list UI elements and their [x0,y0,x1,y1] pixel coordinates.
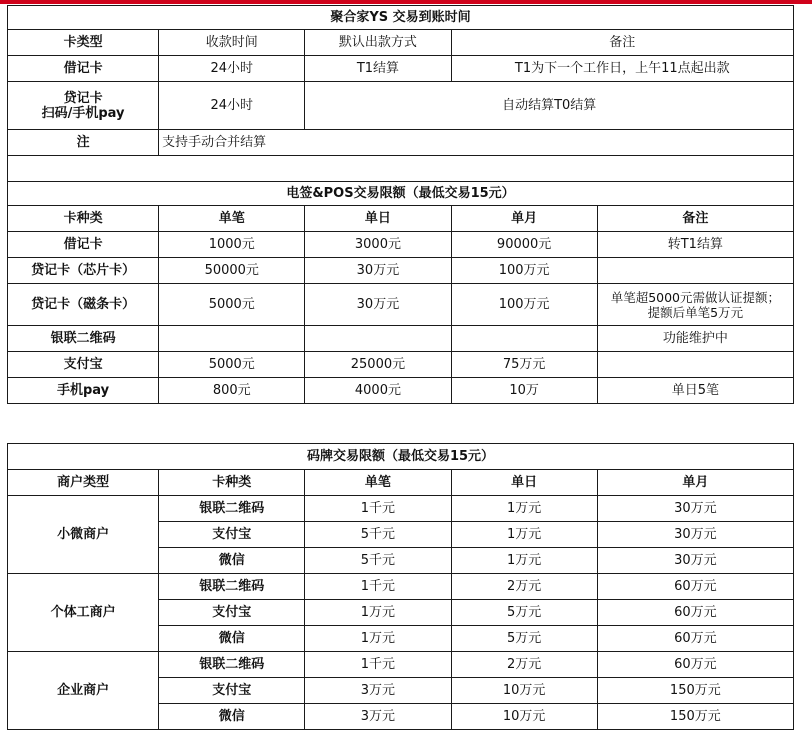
qr-single: 1万元 [305,600,451,626]
limit-monthly: 90000元 [451,232,597,258]
header-note: 备注 [451,30,793,56]
limit-card: 银联二维码 [8,326,159,352]
limit-note: 转T1结算 [597,232,793,258]
limit-daily: 30万元 [305,258,451,284]
remark-row [8,130,794,156]
limit-monthly: 10万 [451,378,597,404]
limit-daily: 3000元 [305,232,451,258]
limit-daily [305,326,451,352]
qr-card: 支付宝 [159,678,305,704]
limit-note: 功能维护中 [597,326,793,352]
limit-daily: 4000元 [305,378,451,404]
table-row [8,284,794,326]
qr-daily: 2万元 [451,574,597,600]
limits-header-row [8,206,794,232]
limit-single [159,326,305,352]
limit-card: 借记卡 [8,232,159,258]
table-row [8,496,794,522]
qr-single: 1千元 [305,652,451,678]
qr-daily: 5万元 [451,600,597,626]
qr-monthly: 60万元 [597,652,793,678]
merchant-type: 个体工商户 [8,574,159,652]
qr-card: 支付宝 [159,600,305,626]
qr-header-row [8,470,794,496]
table-row [8,574,794,600]
qr-monthly: 60万元 [597,626,793,652]
limits-header-note: 备注 [597,206,793,232]
limit-single: 5000元 [159,284,305,326]
limit-note: 单日5笔 [597,378,793,404]
table-row [8,56,794,82]
limits-header-daily: 单日 [305,206,451,232]
settlement-header-row [8,30,794,56]
debit-time: 24小时 [159,56,305,82]
qr-monthly: 30万元 [597,496,793,522]
qr-card: 银联二维码 [159,496,305,522]
qr-monthly: 60万元 [597,574,793,600]
header-card-type: 卡类型 [8,30,159,56]
merchant-type: 企业商户 [8,652,159,730]
limit-single: 800元 [159,378,305,404]
qr-monthly: 150万元 [597,678,793,704]
qr-monthly: 150万元 [597,704,793,730]
qr-header-single: 单笔 [305,470,451,496]
header-payout-method: 默认出款方式 [305,30,451,56]
table-row [8,652,794,678]
table-row [8,232,794,258]
limit-single: 1000元 [159,232,305,258]
remark-label: 注 [8,130,159,156]
header-receive-time: 收款时间 [159,30,305,56]
qr-header-card: 卡种类 [159,470,305,496]
limits-header-card: 卡种类 [8,206,159,232]
qr-limits-title: 码牌交易限额（最低交易15元） [8,444,794,470]
limit-card: 手机pay [8,378,159,404]
credit-note: 自动结算T0结算 [305,82,794,130]
qr-header-monthly: 单月 [597,470,793,496]
qr-daily: 2万元 [451,652,597,678]
merchant-type: 小微商户 [8,496,159,574]
limits-header-monthly: 单月 [451,206,597,232]
qr-single: 5千元 [305,522,451,548]
table-title-row [8,6,794,30]
qr-card: 微信 [159,704,305,730]
qr-single: 3万元 [305,678,451,704]
qr-card: 微信 [159,626,305,652]
limit-card: 支付宝 [8,352,159,378]
limit-note [597,258,793,284]
qr-daily: 1万元 [451,496,597,522]
credit-card-label [8,82,159,130]
debit-method: T1结算 [305,56,451,82]
table-row [8,352,794,378]
qr-single: 5千元 [305,548,451,574]
qr-card: 银联二维码 [159,574,305,600]
credit-card-label-line2: 扫码/手机pay [41,105,125,121]
limit-note-line1: 单笔超5000元需做认证提额； [610,289,780,305]
qr-plate-limits-table [7,443,794,730]
limits-title-row [8,182,794,206]
limit-monthly: 100万元 [451,284,597,326]
settlement-title: 聚合家YS 交易到账时间 [8,6,794,30]
qr-card: 支付宝 [159,522,305,548]
limit-card: 贷记卡（磁条卡） [8,284,159,326]
top-accent-bar [0,0,812,4]
qr-daily: 1万元 [451,548,597,574]
limit-card: 贷记卡（芯片卡） [8,258,159,284]
qr-card: 微信 [159,548,305,574]
credit-card-label-line1: 贷记卡 [63,90,103,106]
table-row [8,378,794,404]
qr-monthly: 30万元 [597,548,793,574]
limit-daily: 25000元 [305,352,451,378]
limits-header-single: 单笔 [159,206,305,232]
table-row [8,326,794,352]
spacer-row [8,156,794,182]
qr-card: 银联二维码 [159,652,305,678]
qr-single: 1千元 [305,496,451,522]
qr-single: 3万元 [305,704,451,730]
credit-time: 24小时 [159,82,305,130]
table-row [8,82,794,130]
settlement-and-limits-table [7,5,794,404]
limits-title: 电签&POS交易限额（最低交易15元） [8,182,794,206]
limit-daily: 30万元 [305,284,451,326]
table-row [8,258,794,284]
limit-note [597,352,793,378]
qr-daily: 5万元 [451,626,597,652]
qr-header-daily: 单日 [451,470,597,496]
limit-note [597,284,793,326]
debit-note: T1为下一个工作日，上午11点起出款 [451,56,793,82]
limit-single: 5000元 [159,352,305,378]
limit-monthly: 75万元 [451,352,597,378]
qr-single: 1万元 [305,626,451,652]
qr-monthly: 60万元 [597,600,793,626]
qr-title-row [8,444,794,470]
qr-single: 1千元 [305,574,451,600]
limit-note-line2: 提额后单笔5万元 [647,304,744,320]
qr-daily: 10万元 [451,704,597,730]
qr-monthly: 30万元 [597,522,793,548]
qr-daily: 10万元 [451,678,597,704]
qr-header-merchant: 商户类型 [8,470,159,496]
debit-card-label: 借记卡 [8,56,159,82]
qr-daily: 1万元 [451,522,597,548]
remark-text: 支持手动合并结算 [159,130,794,156]
limit-monthly: 100万元 [451,258,597,284]
limit-single: 50000元 [159,258,305,284]
empty-cell [8,156,794,182]
limit-monthly [451,326,597,352]
